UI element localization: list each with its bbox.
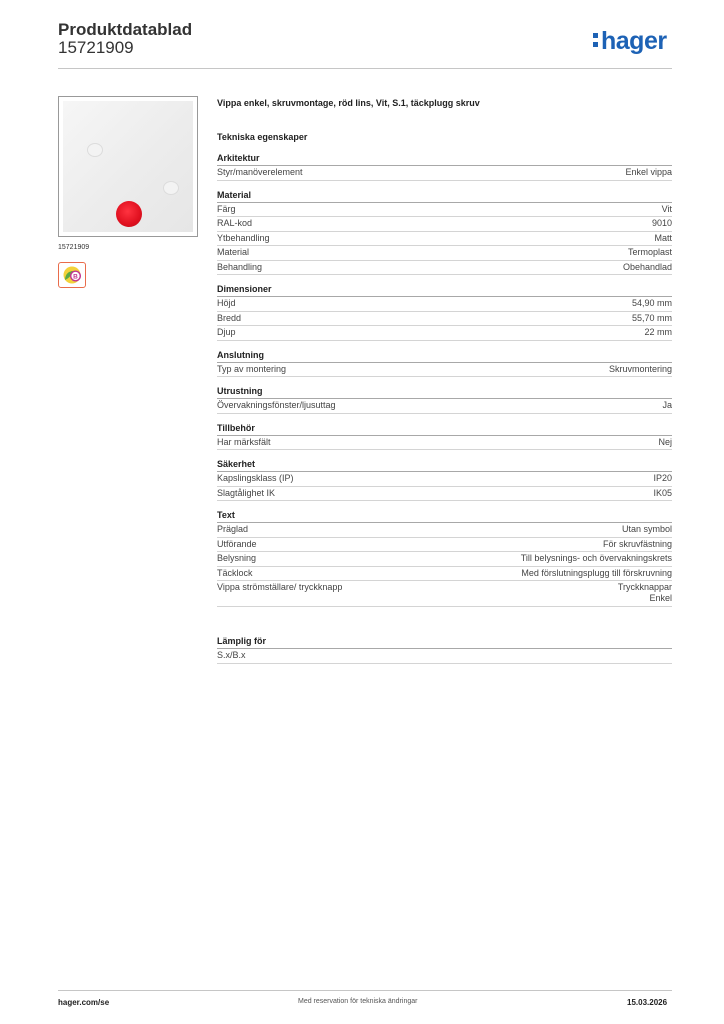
spec-label: Slagtålighet IK (217, 487, 276, 498)
spec-label: Material (217, 247, 250, 257)
header-title: Produktdatablad (58, 20, 193, 39)
spec-row (217, 649, 672, 664)
spec-row (217, 436, 672, 451)
section-title: Arkitektur (217, 152, 672, 166)
footer-date: 15.03.2026 (627, 998, 668, 1007)
spec-row (217, 297, 672, 312)
switch-plate (63, 101, 193, 232)
spec-row (217, 523, 672, 538)
spec-label: Täcklock (217, 567, 253, 578)
footer-website[interactable]: hager.com/se (58, 998, 110, 1007)
spec-label: Höjd (217, 298, 236, 308)
spec-row (217, 552, 672, 567)
spec-value: Matt (654, 232, 672, 243)
spec-row (217, 538, 672, 553)
product-image (58, 96, 198, 237)
logo-text: hager (601, 27, 667, 55)
spec-row (217, 246, 672, 261)
svg-text:B: B (73, 273, 78, 281)
spec-section (217, 385, 672, 414)
spec-value: 54,90 mm (631, 298, 672, 308)
spec-row (217, 312, 672, 327)
spec-label: Övervakningsfönster/ljusuttag (217, 400, 336, 410)
spec-section (217, 152, 672, 181)
spec-label: Styr/manöverelement (217, 167, 303, 177)
product-description: Vippa enkel, skruvmontage, röd lins, Vit, S.1, täckplugg skruv (217, 98, 480, 108)
spec-label: Färg (217, 203, 236, 214)
spec-value: Nej (658, 436, 672, 447)
spec-label: Ytbehandling (217, 232, 270, 243)
section-title: Utrustning (217, 385, 672, 399)
eco-certificate-icon (59, 263, 85, 287)
spec-label: Kapslingsklass (IP) (217, 473, 294, 483)
spec-value: Utan symbol (621, 524, 672, 534)
spec-row (217, 581, 672, 607)
product-number: 15721909 (58, 38, 134, 57)
spec-label: S.x/B.x (217, 650, 246, 660)
spec-value: Vit (661, 203, 672, 214)
spec-label: Djup (217, 327, 236, 337)
spec-section (217, 422, 672, 451)
spec-row (217, 217, 672, 232)
screw-cover-top (87, 143, 103, 157)
properties-heading: Tekniska egenskaper (217, 132, 308, 142)
spec-label: Belysning (217, 553, 257, 563)
spec-row (217, 326, 672, 341)
spec-label: Präglad (217, 524, 249, 534)
spec-value: För skruvfästning (602, 538, 672, 549)
spec-value: IP20 (653, 473, 672, 483)
eco-certificate-badge[interactable] (58, 262, 86, 288)
spec-row (217, 399, 672, 414)
section-title: Anslutning (217, 349, 672, 363)
spec-section (217, 509, 672, 607)
spec-value: 55,70 mm (631, 312, 672, 323)
spec-section (217, 458, 672, 501)
section-title: Säkerhet (217, 458, 672, 472)
section-title: Lämplig för (217, 635, 672, 649)
spec-section (217, 283, 672, 341)
section-title: Tillbehör (217, 422, 672, 436)
image-caption: 15721909 (58, 244, 90, 251)
spec-row (217, 203, 672, 218)
suitable-section (217, 635, 672, 664)
spec-row (217, 232, 672, 247)
spec-value: Termoplast (627, 247, 672, 257)
screw-cover-right (163, 181, 179, 195)
logo-dots-icon (593, 32, 599, 50)
section-title: Text (217, 509, 672, 523)
spec-value: Ja (662, 400, 672, 410)
header-divider (58, 68, 672, 69)
spec-section (217, 349, 672, 378)
hager-logo (593, 28, 667, 54)
spec-sections (217, 152, 672, 607)
spec-value: Skruvmontering (608, 363, 672, 374)
spec-value: Till belysnings- och övervakningskrets (520, 553, 672, 563)
spec-row (217, 166, 672, 181)
spec-row (217, 261, 672, 276)
spec-label: Behandling (217, 261, 263, 272)
section-title: Dimensioner (217, 283, 672, 297)
red-lens (116, 201, 142, 227)
spec-label: Vippa strömställare/ tryckknapp (217, 582, 343, 592)
spec-value: Med förslutningsplugg till förskruvning (521, 567, 672, 578)
spec-value: Obehandlad (622, 261, 672, 272)
spec-value: 9010 (651, 218, 672, 228)
spec-section (217, 189, 672, 276)
footer-divider (58, 990, 672, 991)
spec-row (217, 567, 672, 582)
spec-label: Har märksfält (217, 436, 271, 447)
spec-value: Enkel vippa (625, 167, 672, 177)
spec-row (217, 487, 672, 502)
section-title: Material (217, 189, 672, 203)
specifications (217, 96, 672, 664)
spec-value: 22 mm (644, 327, 672, 337)
spec-label: RAL-kod (217, 218, 253, 228)
spec-row (217, 472, 672, 487)
spec-value: IK05 (653, 487, 672, 498)
spec-label: Bredd (217, 312, 242, 323)
footer-note: Med reservation för tekniska ändringar (298, 998, 418, 1005)
spec-row (217, 363, 672, 378)
spec-value: Tryckknappar Enkel (617, 582, 672, 603)
spec-label: Typ av montering (217, 363, 287, 374)
spec-label: Utförande (217, 538, 257, 549)
